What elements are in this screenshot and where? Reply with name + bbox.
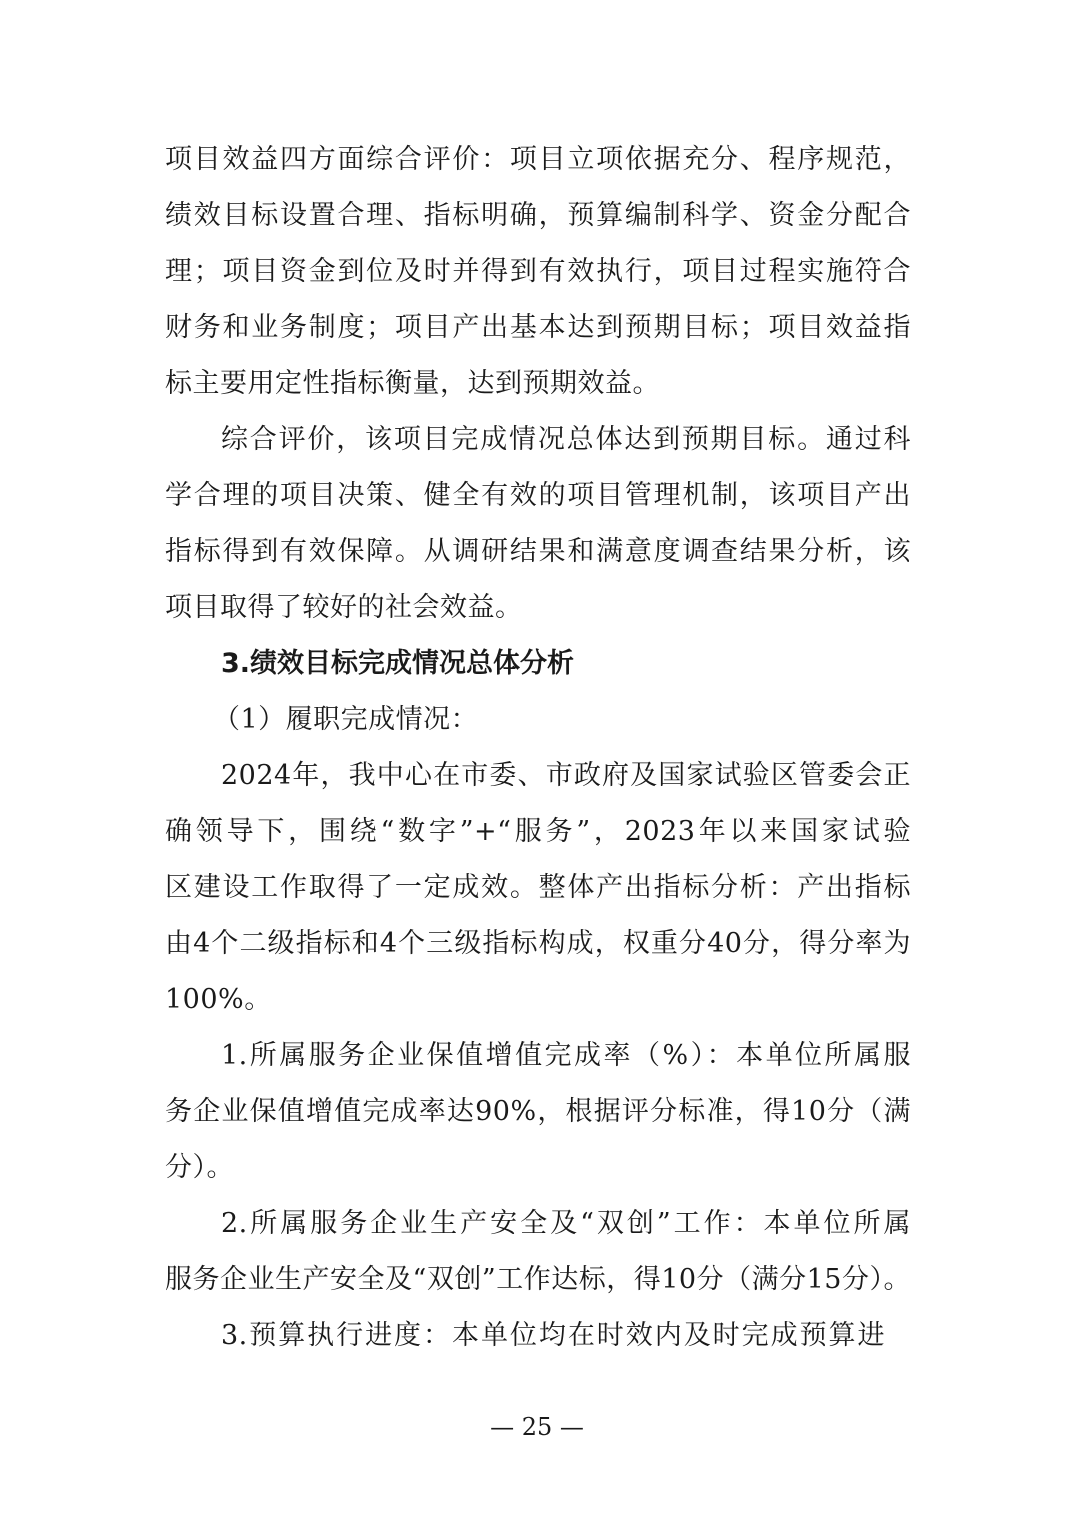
body-text-line: 绩效目标设置合理、指标明确，预算编制科学、资金分配合 — [165, 200, 911, 231]
section-heading: 3.绩效目标完成情况总体分析 — [221, 648, 575, 679]
body-text-line: 确领导下，围绕“数字”+“服务”，2023年以来国家试验 — [165, 816, 911, 847]
subsection-heading: （1）履职完成情况： — [213, 704, 479, 735]
list-item-first-line: 2.所属服务企业生产安全及“双创”工作：本单位所属 — [221, 1208, 911, 1239]
body-text-line: 理；项目资金到位及时并得到有效执行，项目过程实施符合 — [165, 256, 911, 287]
paragraph-first-line: 综合评价，该项目完成情况总体达到预期目标。通过科 — [221, 424, 911, 455]
page-number: — 25 — — [490, 1413, 584, 1441]
list-item-first-line: 1.所属服务企业保值增值完成率（%）：本单位所属服 — [221, 1040, 911, 1071]
body-text-line: 服务企业生产安全及“双创”工作达标，得10分（满分15分）。 — [165, 1264, 911, 1295]
list-item-first-line: 3.预算执行进度：本单位均在时效内及时完成预算进 — [221, 1320, 885, 1351]
body-text-line: 区建设工作取得了一定成效。整体产出指标分析：产出指标 — [165, 872, 911, 903]
body-text-line: 项目效益四方面综合评价：项目立项依据充分、程序规范， — [165, 144, 911, 175]
body-text-line: 分）。 — [165, 1152, 234, 1183]
body-text-line: 项目取得了较好的社会效益。 — [165, 592, 523, 623]
body-text-line: 标主要用定性指标衡量，达到预期效益。 — [165, 368, 660, 399]
body-text-line: 务企业保值增值完成率达90%，根据评分标准，得10分（满 — [165, 1096, 911, 1127]
body-text-line: 学合理的项目决策、健全有效的项目管理机制，该项目产出 — [165, 480, 911, 511]
body-text-line: 100%。 — [165, 984, 272, 1015]
body-text-line: 财务和业务制度；项目产出基本达到预期目标；项目效益指 — [165, 312, 911, 343]
body-text-line: 指标得到有效保障。从调研结果和满意度调查结果分析，该 — [165, 536, 911, 567]
body-text-line: 由4个二级指标和4个三级指标构成，权重分40分，得分率为 — [165, 928, 911, 959]
paragraph-first-line: 2024年，我中心在市委、市政府及国家试验区管委会正 — [221, 760, 911, 791]
